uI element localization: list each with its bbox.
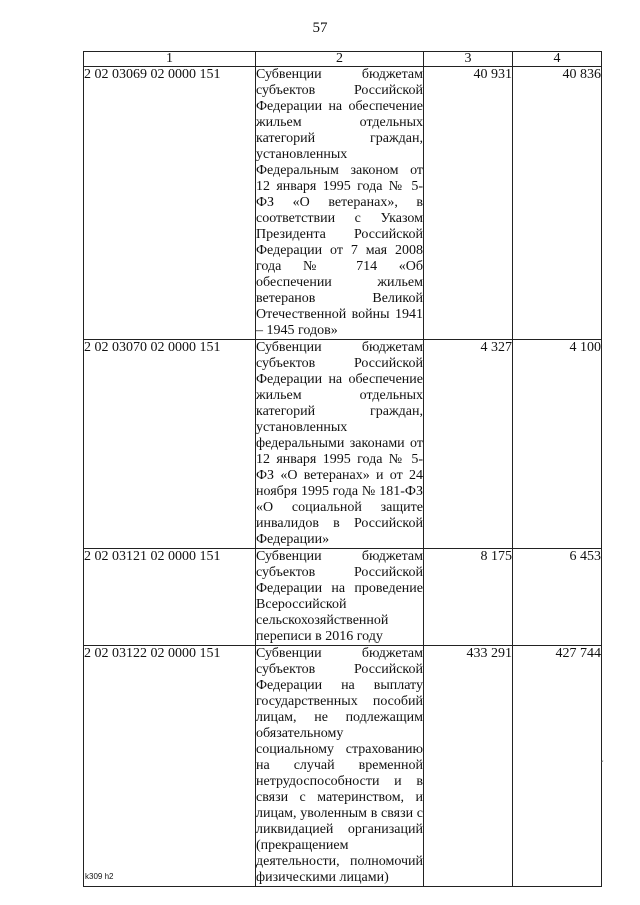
table-row xyxy=(84,340,602,549)
margin-mark: ˊ xyxy=(600,758,604,772)
table-row xyxy=(84,67,602,340)
column-header-2: 2 xyxy=(256,52,424,67)
table-row xyxy=(84,646,602,887)
budget-code-cell: 2 02 03069 02 0000 151 xyxy=(84,67,256,340)
amount-column-4-cell: 4 100 xyxy=(513,340,602,549)
page-number: 57 xyxy=(312,20,328,36)
budget-code-cell: 2 02 03070 02 0000 151 xyxy=(84,340,256,549)
description-cell: Субвенции бюджетам субъектов Российской Федерации на проведение Всероссийской сельскохозяйственной переписи в 2016 году xyxy=(256,549,423,644)
amount-column-3-cell: 433 291 xyxy=(424,646,513,887)
amount-column-4-cell: 40 836 xyxy=(513,67,602,340)
description-cell: Субвенции бюджетам субъектов Российской Федерации на обеспечение жильем отдельных категорий граждан, установленных Федеральным законом от 12 января 1995 года № 5-ФЗ «О ветеранах», в соответствии с Указом Президента Российской Федерации от 7 мая 2008 года № 714 «Об обеспечении жильем ветеранов Великой Отечественной войны 1941 – 1945 годов» xyxy=(256,67,423,338)
description-cell: Субвенции бюджетам субъектов Российской Федерации на выплату государственных пособий лицам, не подлежащим обязательному социальному страхованию на случай временной нетрудоспособности и в связи с материнством, и лицам, уволенным в связи с ликвидацией организаций (прекращением деятельности, полномочий физическими лицами) xyxy=(256,646,423,885)
amount-column-3-cell: 40 931 xyxy=(424,67,513,340)
amount-column-3-cell: 8 175 xyxy=(424,549,513,646)
amount-column-4-cell: 427 744 xyxy=(513,646,602,887)
budget-code-cell: 2 02 03121 02 0000 151 xyxy=(84,549,256,646)
amount-column-3-cell: 4 327 xyxy=(424,340,513,549)
footer-document-code: k309 h2 xyxy=(85,872,114,881)
column-header-4: 4 xyxy=(513,52,602,67)
column-header-3: 3 xyxy=(424,52,513,67)
budget-table xyxy=(83,51,602,887)
amount-column-4-cell: 6 453 xyxy=(513,549,602,646)
budget-code-cell: 2 02 03122 02 0000 151 xyxy=(84,646,256,887)
column-header-1: 1 xyxy=(84,52,256,67)
description-cell: Субвенции бюджетам субъектов Российской Федерации на обеспечение жильем отдельных категорий граждан, установленных федеральными законами от 12 января 1995 года № 5-ФЗ «О ветеранах» и от 24 ноября 1995 года № 181-ФЗ «О социальной защите инвалидов в Российской Федерации» xyxy=(256,340,423,547)
header-row xyxy=(84,52,602,67)
table-row xyxy=(84,549,602,646)
